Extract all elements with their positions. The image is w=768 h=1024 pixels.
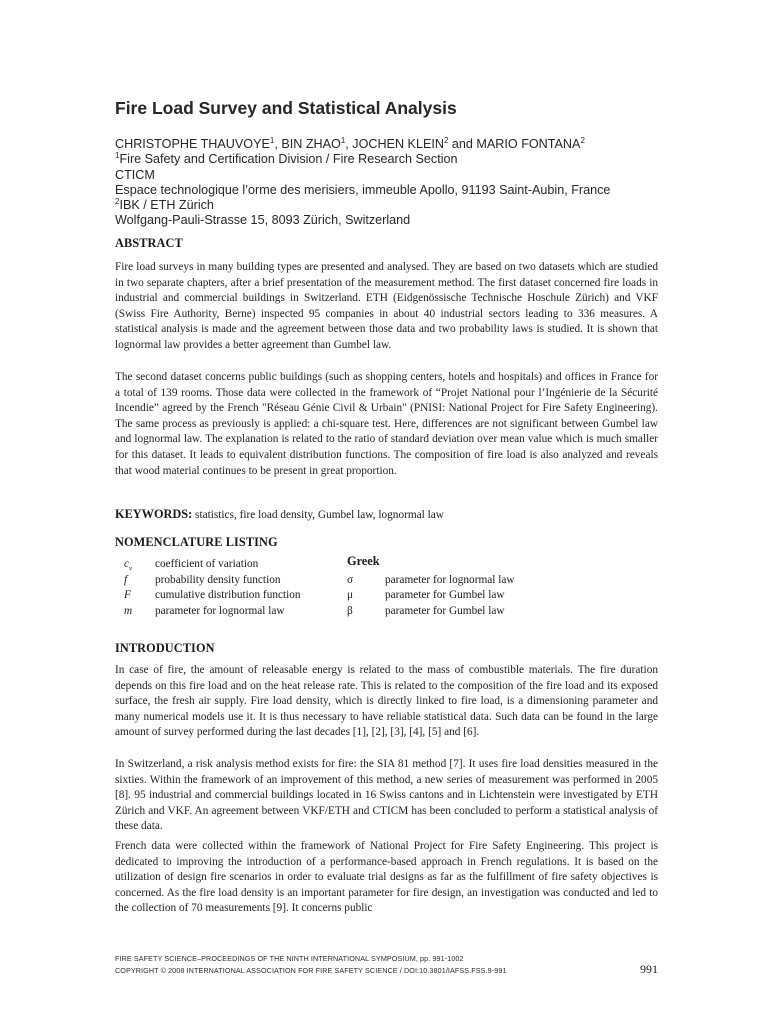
affiliation-line: CTICM <box>115 167 155 182</box>
greek-symbol: μ <box>347 589 354 601</box>
nomenclature-symbol: F <box>124 589 131 601</box>
greek-definition: parameter for Gumbel law <box>385 589 505 601</box>
affiliation-superscript: 2 <box>115 197 120 206</box>
page-number: 991 <box>640 962 658 976</box>
nomenclature-definition: cumulative distribution function <box>155 589 301 601</box>
greek-symbol: β <box>347 604 353 617</box>
footer-copyright: COPYRIGHT © 2008 INTERNATIONAL ASSOCIATION FOR FIRE SAFETY SCIENCE / DOI:10.3801/IAFSS.FSS.9-991 <box>115 966 507 975</box>
introduction-paragraph: French data were collected within the framework of National Project for Fire Safety Engineering. This project is dedicated to improving the introduction of a performance-based approach in French regulations. It is based on the utilization of design fire scenarios in order to evaluate trial designs as far as the fulfillment of fire safety objectives is concerned. As the fire load density is an important parameter for fire design, an investigation was conducted and led to the collection of 70 measurements [9]. It concerns public <box>115 840 658 915</box>
author-superscript: 2 <box>443 135 449 145</box>
symbol-text: c <box>124 558 130 570</box>
introduction-paragraph: In Switzerland, a risk analysis method exists for fire: the SIA 81 method [7]. It uses fire load densities measured in the sixties. Within the framework of an improvement of this method, a new series of measurement was performed in 2005 [8]. 95 industrial and commercial buildings located in 16 Swiss cantons and in Lichtenstein were investigated by ETH Zürich and VKF. An agreement between VKF/ETH and CTICM has been concluded to perform a statistical analysis of these data. <box>115 758 658 833</box>
keywords-line <box>115 507 444 522</box>
affiliation-superscript: 1 <box>115 151 120 161</box>
author-name: CHRISTOPHE THAUVOYE <box>115 137 270 151</box>
paper-title: Fire Load Survey and Statistical Analysis <box>115 98 457 118</box>
affiliation-line <box>115 198 675 213</box>
nomenclature-definition: parameter for lognormal law <box>155 604 285 617</box>
author-superscript: 1 <box>269 135 275 145</box>
author-line <box>115 137 675 152</box>
nomenclature-row <box>115 573 635 589</box>
nomenclature-row <box>115 604 635 620</box>
author-block <box>115 137 675 229</box>
affiliation-text: IBK / ETH Zürich <box>119 198 214 213</box>
greek-definition: parameter for Gumbel law <box>385 604 505 617</box>
keywords-text: statistics, fire load density, Gumbel law, lognormal law <box>192 509 444 521</box>
nomenclature-definition: coefficient of variation <box>155 558 259 570</box>
nomenclature-definition: probability density function <box>155 573 281 586</box>
affiliation-line: Wolfgang-Pauli-Strasse 15, 8093 Zürich, Switzerland <box>115 213 411 228</box>
nomenclature-row <box>115 588 635 604</box>
author-superscript: 2 <box>580 135 585 145</box>
nomenclature-table <box>115 554 635 619</box>
keywords-label: KEYWORDS: <box>115 507 193 521</box>
abstract-paragraph: The second dataset concerns public buildings (such as shopping centers, hotels and hospitals) and offices in France for a total of 139 rooms. Those data were collected in the framework of “Projet National pour l’Ingénierie de la Sécurité Incendie” agreed by the French "Réseau Génie Civil & Urbain" (PNISI: National Project for Fire Safety Engineering). The same process as previously is applied: a chi-square test. Here, differences are not significant between Gumbel law and lognormal law. The explanation is related to the ratio of standard deviation over mean value which is much smaller for this dataset. It leads to equivalent distribution functions. The composition of fire load is also analyzed and reveals that wood material continues to be present in great proportion. <box>115 371 658 477</box>
author-superscript: 1 <box>340 135 346 145</box>
symbol-subscript: v <box>129 564 133 573</box>
nomenclature-row <box>115 554 635 573</box>
abstract-heading: ABSTRACT <box>115 236 183 250</box>
nomenclature-symbol: m <box>124 604 133 617</box>
introduction-paragraph: In case of fire, the amount of releasable energy is related to the mass of combustible materials. The fire duration depends on this fire load and on the heat release rate. This is related to the composition of the fire load and its exposed surface, the fresh air supply. Fire load density, which is directly linked to fire load, is a dimensioning parameter and many numerical models use it. It is thus necessary to have reliable statistical data. Such data can be found in the large amount of survey performed during the last decades [1], [2], [3], [4], [5] and [6]. <box>115 664 658 739</box>
greek-definition: parameter for lognormal law <box>385 573 515 586</box>
affiliation-text: Fire Safety and Certification Division / Fire Research Section <box>119 152 458 167</box>
author-name: and MARIO FONTANA <box>448 137 581 151</box>
author-name: , JOCHEN KLEIN <box>345 137 444 151</box>
footer-proceedings: FIRE SAFETY SCIENCE–PROCEEDINGS OF THE NINTH INTERNATIONAL SYMPOSIUM, pp. 991-1002 <box>115 954 464 963</box>
greek-symbol: σ <box>347 573 354 586</box>
nomenclature-heading: NOMENCLATURE LISTING <box>115 535 278 549</box>
affiliation-line: Espace technologique l’orme des merisiers, immeuble Apollo, 91193 Saint-Aubin, France <box>115 182 611 197</box>
greek-heading: Greek <box>347 554 380 568</box>
affiliation-line <box>115 152 675 167</box>
nomenclature-symbol: f <box>124 573 128 586</box>
introduction-heading: INTRODUCTION <box>115 641 215 655</box>
abstract-paragraph: Fire load surveys in many building types are presented and analysed. They are based on two datasets which are studied in two separate chapters, after a brief presentation of the measurement method. The first dataset concerned fire loads in industrial and commercial buildings in Switzerland. ETH (Eidgenössische Technische Hoschule Zürich) and VKF (Swiss Fire Authority, Berne) inspected 95 companies in about 40 industrial sectors leading to 336 measures. A statistical analysis is made and the agreement between those data and two probability laws is studied. It is shown that lognormal law provides a better agreement than Gumbel law. <box>115 261 658 351</box>
author-name: , BIN ZHAO <box>274 137 341 151</box>
